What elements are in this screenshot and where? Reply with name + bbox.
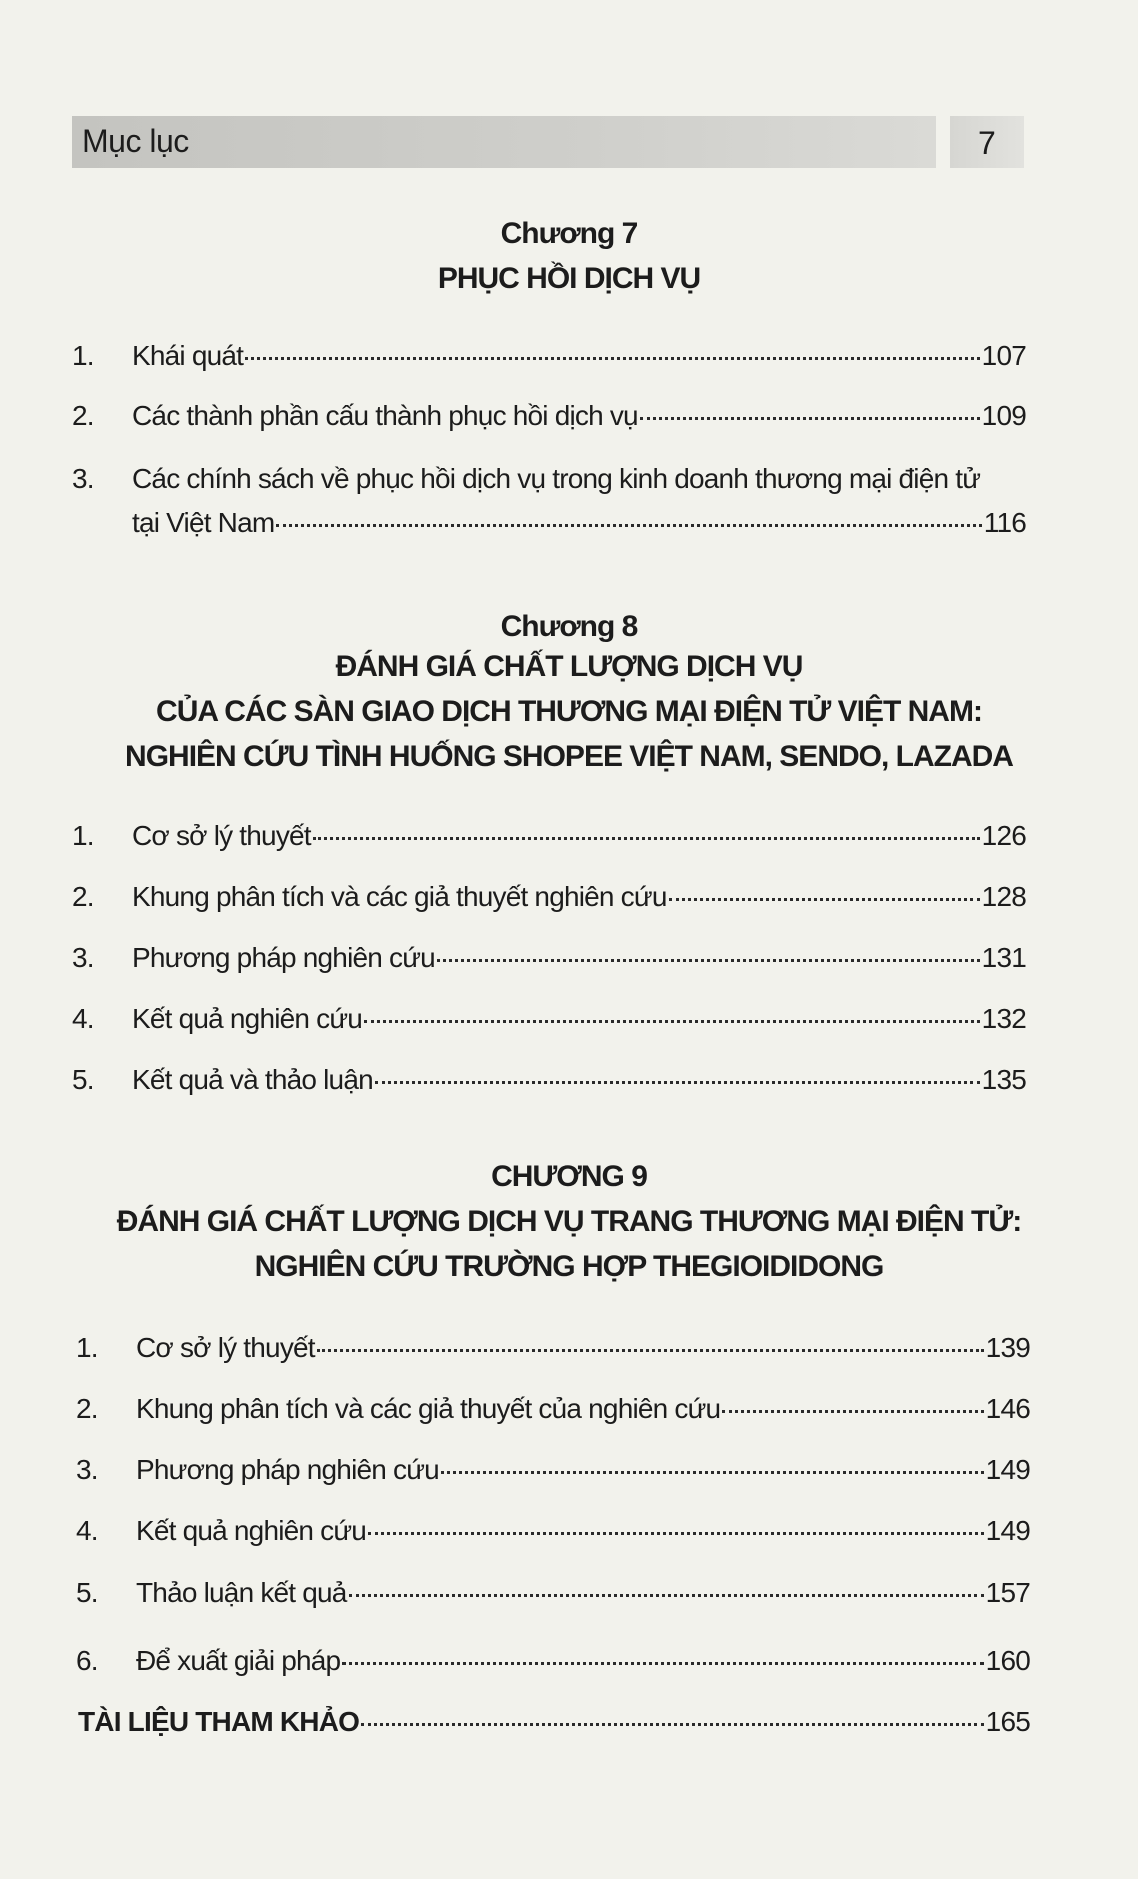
toc-text: Phương pháp nghiên cứu [136,1454,439,1485]
dot-leader [669,898,980,901]
toc-entry[interactable] [76,1454,1030,1486]
chapter-7-title: PHỤC HỒI DỊCH VỤ [437,262,701,295]
toc-page: 107 [981,340,1026,371]
dot-leader [317,1349,984,1352]
dot-leader [375,1081,980,1084]
chapter-8-title-line-3: NGHIÊN CỨU TÌNH HUỐNG SHOPEE VIỆT NAM, SENDO, LAZADA [125,740,1013,773]
chapter-9-label: CHƯƠNG 9 [491,1160,647,1193]
toc-text: Khái quát [132,340,244,371]
toc-number: 1. [72,340,94,371]
toc-entry[interactable] [72,881,1026,913]
toc-page: 135 [981,1064,1026,1095]
dot-leader [640,417,980,420]
toc-text: Các chính sách về phục hồi dịch vụ trong kinh doanh thương mại điện tử [132,463,981,494]
chapter-7-label: Chương 7 [500,217,638,250]
toc-page: 131 [981,942,1026,973]
toc-text: Cơ sở lý thuyết [132,820,311,851]
dot-leader [349,1594,984,1597]
toc-number: 1. [76,1332,98,1363]
toc-entry[interactable] [76,1577,1030,1609]
header-separator [936,116,950,168]
toc-text: Kết quả và thảo luận [132,1064,373,1095]
toc-page: 109 [981,400,1026,431]
toc-number: 3. [76,1454,98,1485]
dot-leader [722,1410,983,1413]
toc-entry-references[interactable] [78,1706,1030,1738]
toc-entry[interactable] [72,1003,1026,1035]
chapter-9-title-line-2: NGHIÊN CỨU TRƯỜNG HỢP THEGIOIDIDONG [254,1250,884,1283]
running-header-title: Mục lục [82,123,189,159]
toc-entry[interactable] [72,1064,1026,1096]
page-number: 7 [978,125,996,161]
dot-leader [276,524,981,527]
toc-entry[interactable] [76,1645,1030,1677]
toc-text: tại Việt Nam [132,507,275,538]
toc-text: Phương pháp nghiên cứu [132,942,435,973]
toc-entry[interactable] [72,340,1026,372]
toc-page: 139 [985,1332,1030,1363]
toc-page: 126 [981,820,1026,851]
dot-leader [361,1723,984,1726]
toc-entry[interactable] [72,400,1026,432]
dot-leader [342,1662,983,1665]
toc-entry[interactable] [76,1393,1030,1425]
toc-text: Cơ sở lý thuyết [136,1332,315,1363]
toc-number: 2. [72,400,94,431]
toc-text: Khung phân tích và các giả thuyết nghiên cứu [132,881,667,912]
toc-number: 5. [72,1064,94,1095]
toc-entry[interactable] [76,1332,1030,1364]
toc-number: 1. [72,820,94,851]
toc-page: 165 [985,1706,1030,1737]
toc-page: 128 [981,881,1026,912]
chapter-8-label: Chương 8 [500,610,638,643]
toc-page: 146 [985,1393,1030,1424]
toc-number: 6. [76,1645,98,1676]
dot-leader [364,1020,980,1023]
toc-page: 149 [985,1454,1030,1485]
toc-text: Kết quả nghiên cứu [136,1515,367,1546]
toc-text: Khung phân tích và các giả thuyết của nghiên cứu [136,1393,721,1424]
toc-number: 5. [76,1577,98,1608]
toc-number: 3. [72,942,94,973]
toc-text: Các thành phần cấu thành phục hồi dịch vụ [132,400,638,431]
toc-page: 132 [981,1003,1026,1034]
chapter-9-title-line-1: ĐÁNH GIÁ CHẤT LƯỢNG DỊCH VỤ TRANG THƯƠNG MẠI ĐIỆN TỬ: [116,1205,1022,1238]
toc-text: Kết quả nghiên cứu [132,1003,363,1034]
toc-number: 3. [72,463,94,494]
toc-number: 4. [76,1515,98,1546]
toc-page: 157 [985,1577,1030,1608]
toc-text: Thảo luận kết quả [136,1577,347,1608]
dot-leader [368,1532,984,1535]
dot-leader [313,837,980,840]
toc-entry[interactable] [72,942,1026,974]
toc-page: 160 [985,1645,1030,1676]
toc-page: 116 [983,507,1026,538]
toc-number: 2. [76,1393,98,1424]
toc-entry-continuation[interactable] [132,507,1026,539]
references-text: TÀI LIỆU THAM KHẢO [78,1706,360,1737]
dot-leader [245,357,980,360]
toc-number: 2. [72,881,94,912]
toc-entry[interactable] [72,820,1026,852]
toc-text: Để xuất giải pháp [136,1645,341,1676]
toc-number: 4. [72,1003,94,1034]
dot-leader [437,959,980,962]
toc-entry[interactable] [76,1515,1030,1547]
toc-page: 149 [985,1515,1030,1546]
chapter-8-title-line-1: ĐÁNH GIÁ CHẤT LƯỢNG DỊCH VỤ [335,650,803,683]
dot-leader [441,1471,984,1474]
toc-entry-first-line[interactable] [72,463,980,495]
header-bar [72,116,936,168]
chapter-8-title-line-2: CỦA CÁC SÀN GIAO DỊCH THƯƠNG MẠI ĐIỆN TỬ VIỆT NAM: [156,695,982,728]
